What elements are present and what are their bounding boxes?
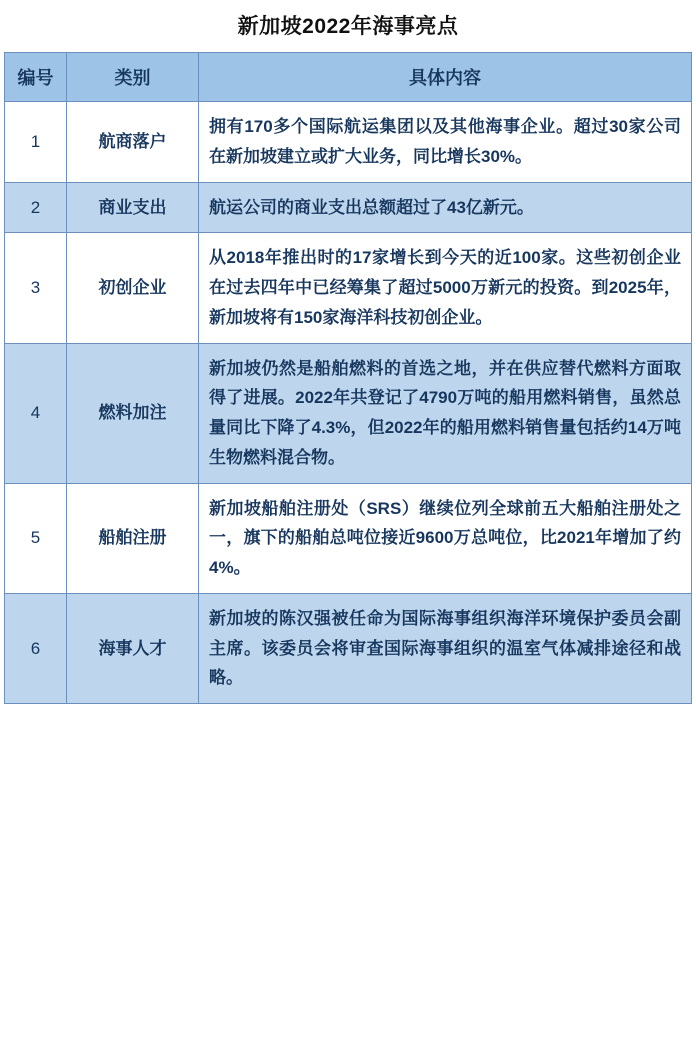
- page-title: 新加坡2022年海事亮点: [237, 15, 459, 38]
- row-detail: 新加坡的陈汉强被任命为国际海事组织海洋环境保护委员会副主席。该委员会将审查国际海事组织的温室气体减排途径和战略。: [199, 593, 692, 703]
- table-row: [5, 102, 692, 183]
- row-category: 船舶注册: [67, 483, 199, 593]
- row-number: 5: [5, 483, 67, 593]
- maritime-highlights-table: [4, 52, 692, 704]
- row-number: 6: [5, 593, 67, 703]
- row-category: 航商落户: [67, 102, 199, 183]
- row-detail: 航运公司的商业支出总额超过了43亿新元。: [199, 182, 692, 233]
- row-category: 初创企业: [67, 233, 199, 343]
- table-header: [5, 53, 692, 102]
- column-header-no: 编号: [5, 53, 67, 102]
- row-number: 4: [5, 343, 67, 483]
- header-row: [5, 53, 692, 102]
- row-detail: 新加坡船舶注册处（SRS）继续位列全球前五大船舶注册处之一，旗下的船舶总吨位接近9600万总吨位，比2021年增加了约4%。: [199, 483, 692, 593]
- row-category: 商业支出: [67, 182, 199, 233]
- row-number: 2: [5, 182, 67, 233]
- row-detail: 新加坡仍然是船舶燃料的首选之地，并在供应替代燃料方面取得了进展。2022年共登记了4790万吨的船用燃料销售，虽然总量同比下降了4.3%，但2022年的船用燃料销售量包括约14万吨生物燃料混合物。: [199, 343, 692, 483]
- table-row: [5, 182, 692, 233]
- column-header-detail: 具体内容: [199, 53, 692, 102]
- table-body: [5, 102, 692, 704]
- table-row: [5, 483, 692, 593]
- table-row: [5, 343, 692, 483]
- row-detail: 拥有170多个国际航运集团以及其他海事企业。超过30家公司在新加坡建立或扩大业务，同比增长30%。: [199, 102, 692, 183]
- table-row: [5, 233, 692, 343]
- row-category: 海事人才: [67, 593, 199, 703]
- row-category: 燃料加注: [67, 343, 199, 483]
- row-number: 1: [5, 102, 67, 183]
- column-header-category: 类别: [67, 53, 199, 102]
- row-detail: 从2018年推出时的17家增长到今天的近100家。这些初创企业在过去四年中已经筹集了超过5000万新元的投资。到2025年，新加坡将有150家海洋科技初创企业。: [199, 233, 692, 343]
- table-row: [5, 593, 692, 703]
- row-number: 3: [5, 233, 67, 343]
